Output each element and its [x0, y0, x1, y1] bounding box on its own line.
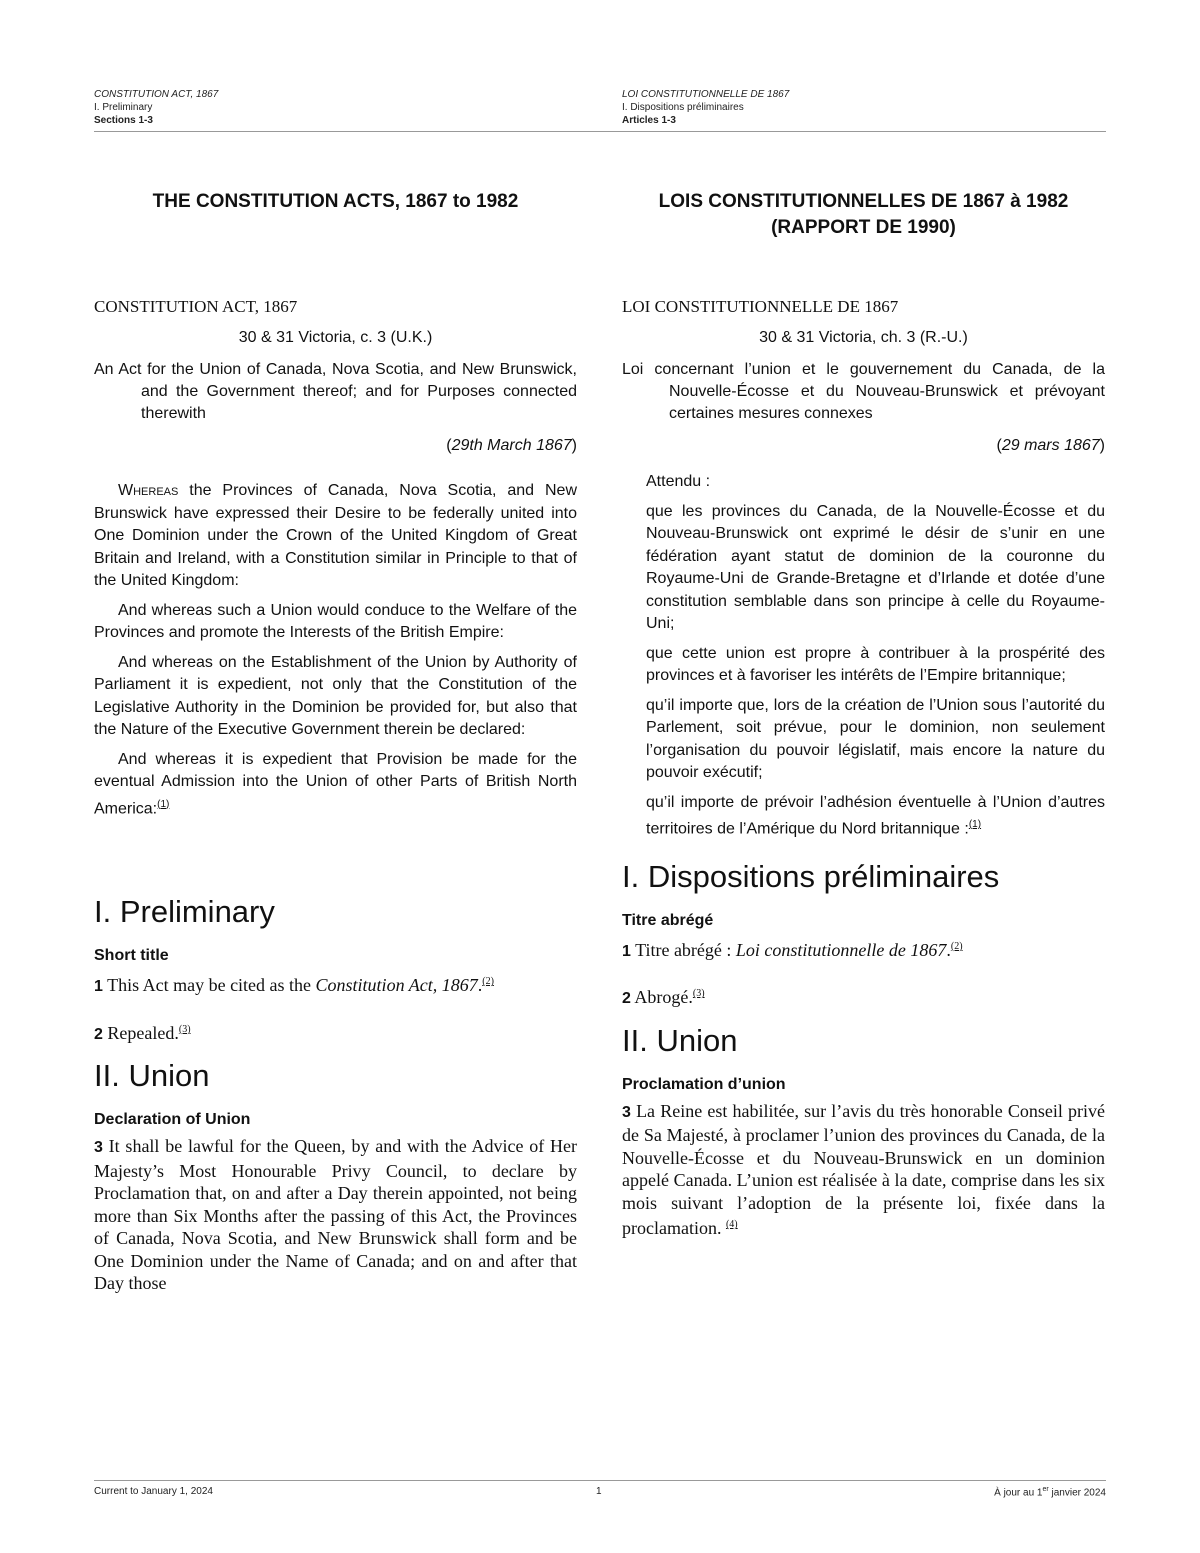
- long-title-fr: Loi concernant l’union et le gouvernement du Canada, de la Nouvelle-Écosse et du Nouveau-Brunswick et prévoyant certaines mesures connexes: [622, 361, 1105, 422]
- preamble-paragraph: And whereas it is expedient that Provision be made for the eventual Admission into the Union of other Parts of British North America:$^{(1)}$: [94, 750, 577, 817]
- footnote-link[interactable]: (3): [178, 1023, 191, 1035]
- preamble-paragraph-fr: que cette union est propre à contribuer à la prospérité des provinces et à favoriser les intérêts de l’Empire britannique;: [646, 644, 1105, 684]
- section-2: 2 Repealed.$^{(3)}$: [94, 1022, 191, 1043]
- header-act-name-fr: LOI CONSTITUTIONNELLE DE 1867: [622, 89, 790, 100]
- header-articles-fr: Articles 1-3: [622, 115, 676, 126]
- act-heading-fr: LOI CONSTITUTIONNELLE DE 1867: [622, 297, 899, 316]
- preamble-paragraph-fr: qu’il importe de prévoir l’adhésion éventuelle à l’Union d’autres territoires de l’Amérique du Nord britannique :$^{(1)}$: [646, 793, 1105, 838]
- long-title: An Act for the Union of Canada, Nova Scotia, and New Brunswick, and the Government thereof; and for Purposes connected therewith: [94, 361, 577, 422]
- footer-currency-fr: À jour au 1er janvier 2024: [994, 1486, 1106, 1499]
- footnote-link[interactable]: (3): [692, 988, 705, 1000]
- page-number: 1: [596, 1486, 602, 1497]
- section-1: 1 This Act may be cited as the Constitution Act, 1867.$^{(2)}$: [94, 975, 494, 996]
- header-rule: [94, 131, 1106, 132]
- whereas-word: Whereas: [118, 482, 179, 499]
- document-title: THE CONSTITUTION ACTS, 1867 to 1982: [152, 191, 519, 212]
- part-heading-fr: II. Union: [622, 1022, 738, 1058]
- assent-date: (29th March 1867): [446, 437, 577, 454]
- act-citation: 30 & 31 Victoria, c. 3 (U.K.): [238, 329, 433, 346]
- article-2: 2 Abrogé.$^{(3)}$: [622, 987, 705, 1008]
- preamble-paragraph-fr: que les provinces du Canada, de la Nouvelle-Écosse et du Nouveau-Brunswick ont exprimé le désir de s’unir en une fédération ayant statut de dominion de la couronne du Royaume-Uni de Grande-Bretagne et d’Irlande et dotée d’une constitution semblable dans son principe à celle du Royaume-Uni;: [646, 502, 1105, 632]
- marginal-note: Declaration of Union: [94, 1111, 251, 1129]
- footnote-link[interactable]: (2): [950, 940, 963, 952]
- french-column: [622, 185, 1105, 1240]
- header-sections: Sections 1-3: [94, 115, 153, 126]
- header-act-name: CONSTITUTION ACT, 1867: [94, 89, 219, 100]
- footnote-link[interactable]: (4): [725, 1219, 738, 1231]
- header-part-name: I. Preliminary: [94, 102, 153, 113]
- marginal-note-fr: Proclamation d’union: [622, 1075, 786, 1093]
- preamble-paragraph: And whereas on the Establishment of the Union by Authority of Parliament it is expedient, not only that the Constitution of the Legislative Authority in the Dominion be provided for, but also that the Nature of the Executive Government therein be declared:: [94, 653, 577, 738]
- footnote-link[interactable]: (1): [157, 798, 170, 810]
- preamble-paragraph-fr: qu’il importe que, lors de la création de l’Union sous l’autorité du Parlement, soit prévue, pour le dominion, non seulement l’organisation du pouvoir législatif, mais encore la nature du pouvoir exécutif;: [646, 696, 1105, 781]
- preamble-paragraph: And whereas such a Union would conduce to the Welfare of the Provinces and promote the Interests of the British Empire:: [94, 601, 577, 641]
- article-3: 3 La Reine est habilitée, sur l’avis du très honorable Conseil privé de Sa Majesté, à proclamer l’union des provinces du Canada, de la Nouvelle-Écosse et du Nouveau-Brunswick en un dominion appelé Canada. L’union est réalisée à la date, comprise dans les six mois suivant l’adoption de la présente loi, fixée dans la proclamation. $^{(4)}$: [622, 1100, 1105, 1239]
- footnote-link[interactable]: (1): [968, 819, 982, 830]
- section-3: 3 It shall be lawful for the Queen, by and with the Advice of Her Majesty’s Most Honourable Privy Council, to declare by Proclamation that, on and after a Day therein appointed, not being more than Six Months after the passing of this Act, the Provinces of Canada, Nova Scotia, and New Brunswick shall form and be One Dominion under the Name of Canada; and on and after that Day those: [94, 1136, 577, 1294]
- article-1: 1 Titre abrégé : Loi constitutionnelle de 1867.$^{(2)}$: [622, 939, 963, 960]
- document-title-fr: LOIS CONSTITUTIONNELLES DE 1867 à 1982 (RAPPORT DE 1990): [658, 191, 1069, 238]
- assent-date-fr: (29 mars 1867): [996, 437, 1105, 454]
- part-heading: II. Union: [94, 1058, 210, 1094]
- part-heading-fr: I. Dispositions préliminaires: [622, 858, 1000, 894]
- act-heading: CONSTITUTION ACT, 1867: [94, 297, 298, 316]
- act-citation-fr: 30 & 31 Victoria, ch. 3 (R.-U.): [759, 329, 968, 346]
- preamble-paragraph: Whereas the Provinces of Canada, Nova Scotia, and New Brunswick have expressed their Desire to be federally united into One Dominion under the Crown of the United Kingdom of Great Britain and Ireland, with a Constitution similar in Principle to that of the United Kingdom:: [94, 482, 577, 589]
- running-header-left: [94, 88, 580, 127]
- footer-currency-en: Current to January 1, 2024: [94, 1486, 213, 1497]
- running-header-right: [622, 88, 1108, 127]
- footnote-link[interactable]: (2): [482, 976, 494, 988]
- attendu-line: Attendu :: [646, 473, 711, 490]
- english-column: [94, 185, 577, 1295]
- marginal-note: Short title: [94, 947, 169, 965]
- footer-rule: [94, 1480, 1106, 1481]
- marginal-note-fr: Titre abrégé: [622, 911, 714, 929]
- part-heading: I. Preliminary: [94, 894, 275, 930]
- header-part-name-fr: I. Dispositions préliminaires: [622, 102, 744, 113]
